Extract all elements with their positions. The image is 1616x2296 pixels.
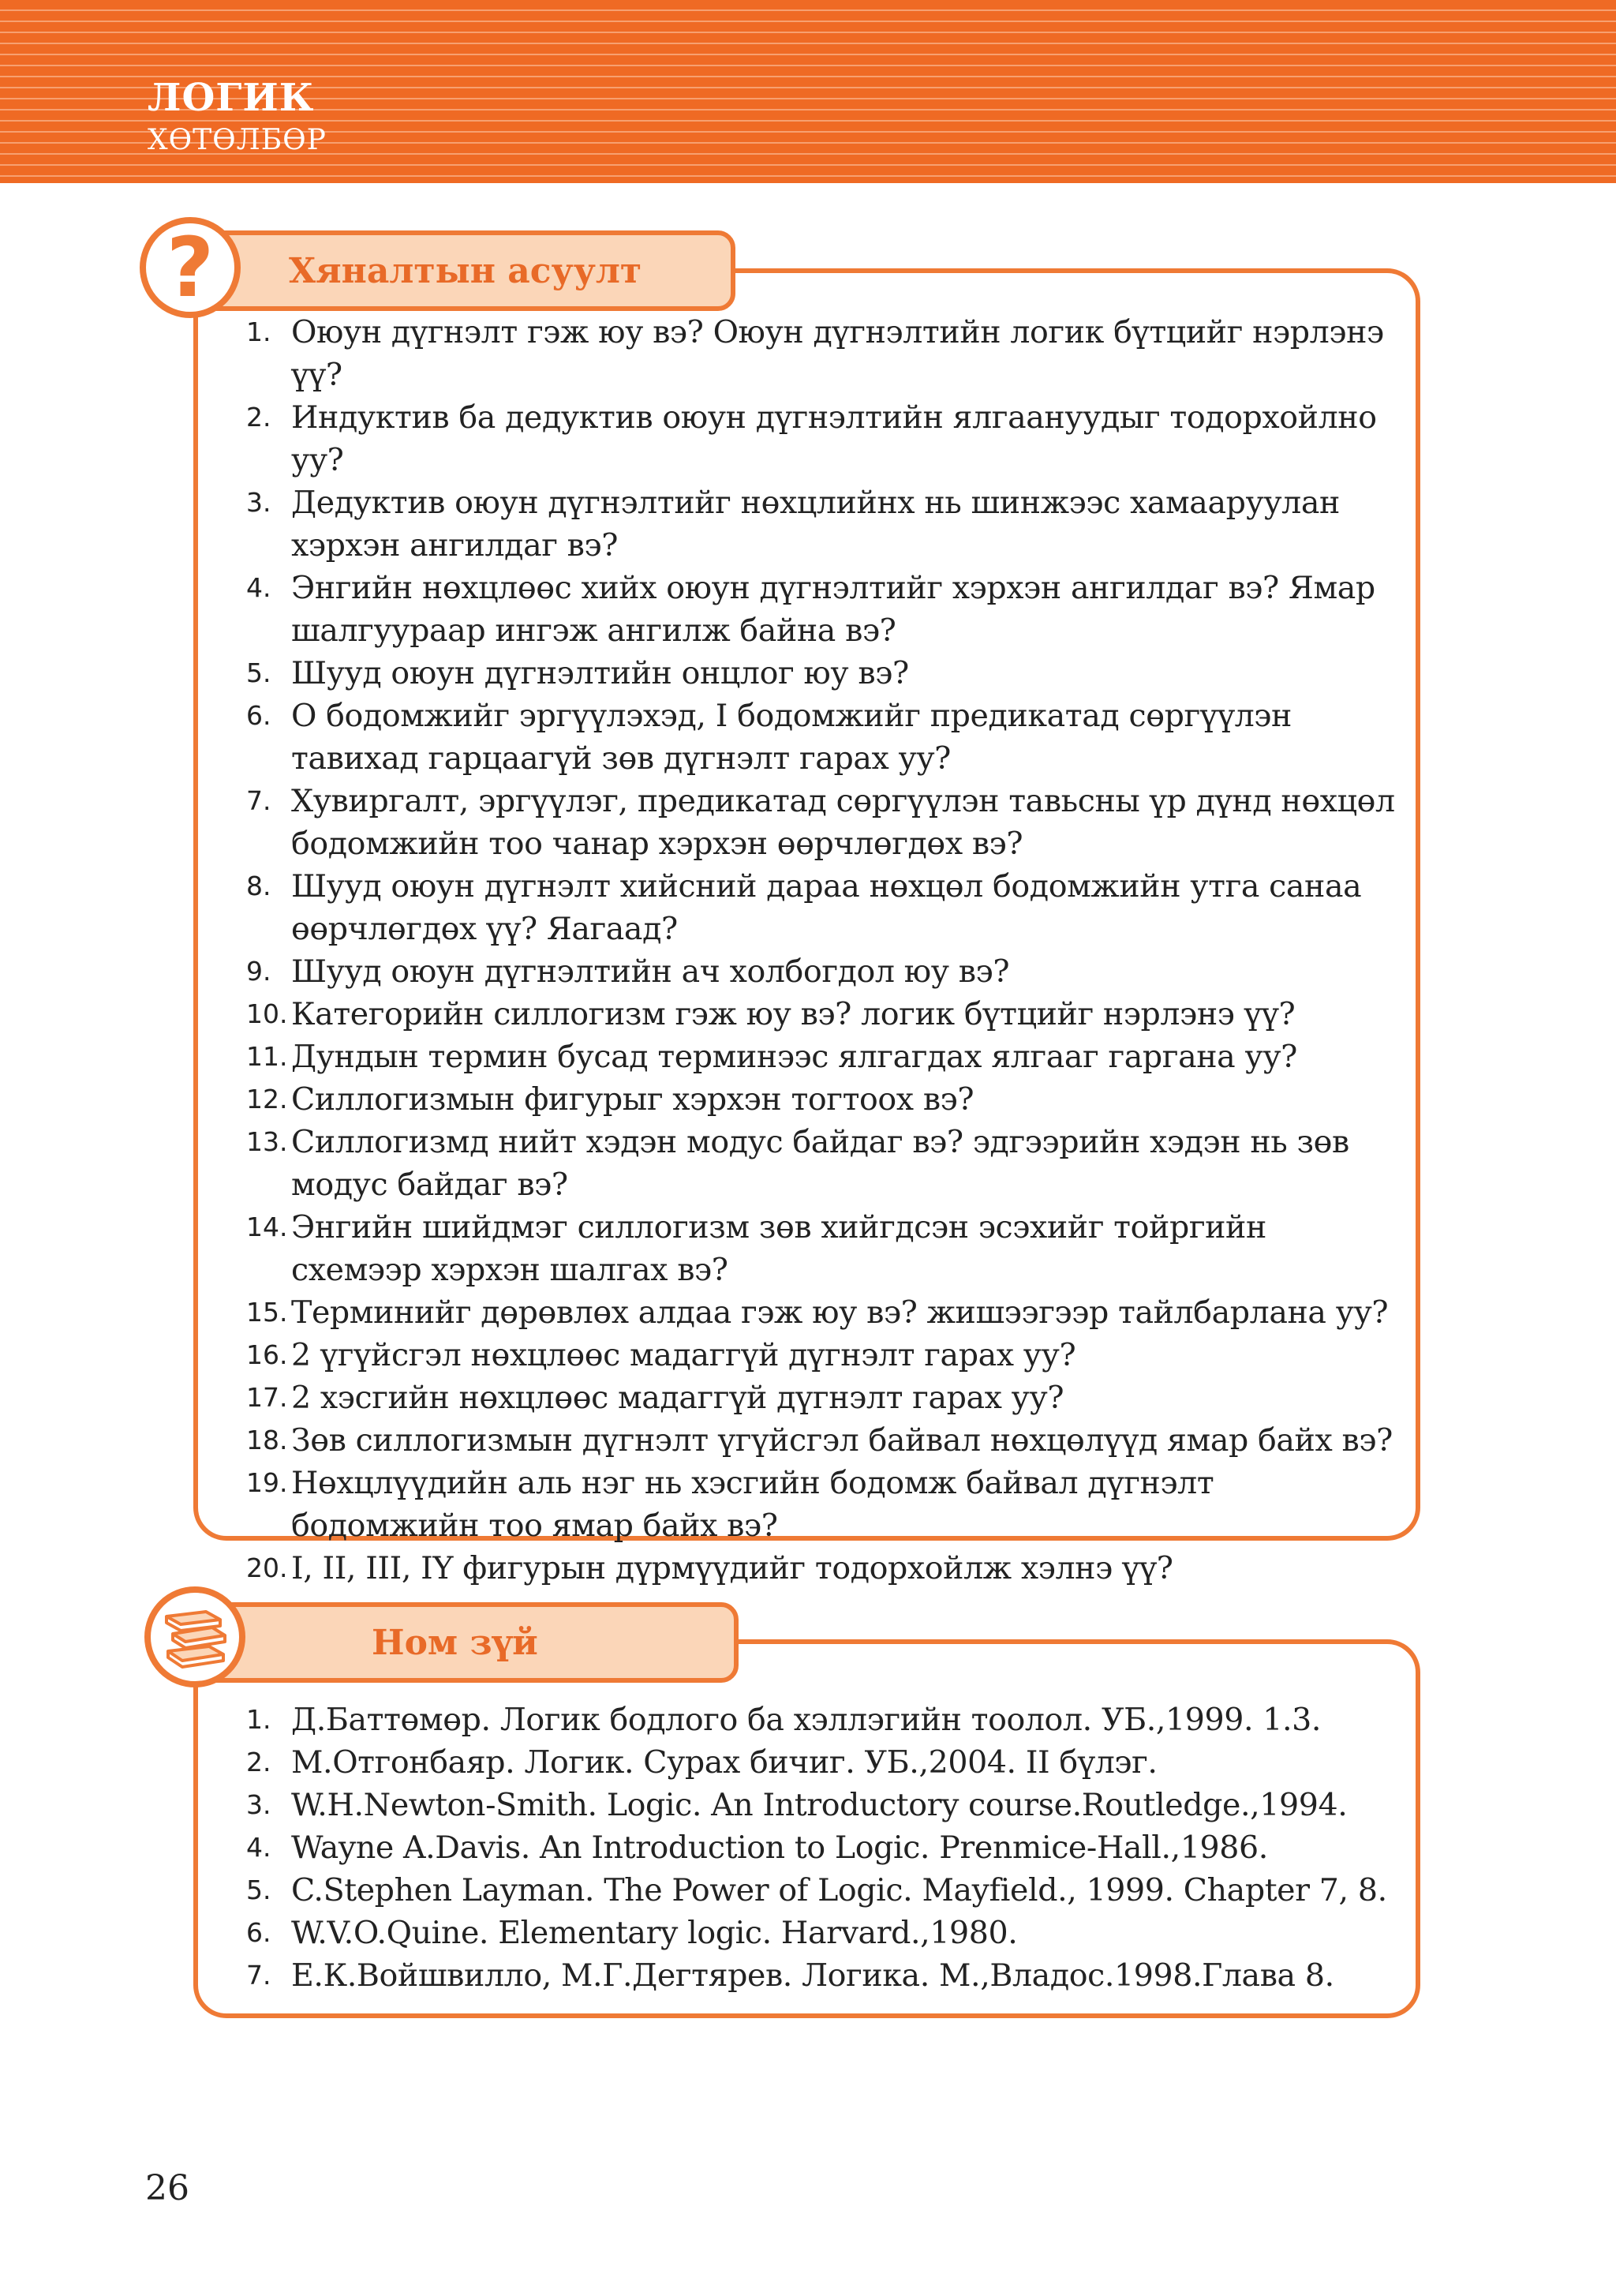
question-item-number: 7.	[246, 785, 271, 816]
bibliography-heading: Ном зүй	[372, 1622, 538, 1663]
page-number: 26	[145, 2168, 189, 2208]
question-item	[246, 1547, 1406, 1590]
bibliography-item-number: 5.	[246, 1875, 271, 1905]
question-item-number: 8.	[246, 871, 271, 901]
question-item-text: Дундын термин бусад терминээс ялгагдах ялгааг гаргана уу?	[291, 1039, 1297, 1075]
question-item	[246, 1334, 1406, 1376]
question-item-number: 16.	[246, 1339, 288, 1370]
bibliography-list	[246, 1699, 1406, 1997]
bibliography-item-text: Д.Баттөмөр. Логик бодлого ба хэллэгийн тоолол. УБ.,1999. 1.3.	[291, 1702, 1322, 1738]
question-item	[246, 1462, 1406, 1547]
question-item-text: Оюун дүгнэлт гэж юу вэ? Оюун дүгнэлтийн логик бүтцийг нэрлэнэ үү?	[291, 314, 1384, 393]
bibliography-item	[246, 1741, 1406, 1784]
bibliography-item-text: М.Отгонбаяр. Логик. Сурах бичиг. УБ.,2004. II бүлэг.	[291, 1744, 1158, 1781]
bibliography-item-text: Е.К.Войшвилло, М.Г.Дегтярев. Логика. М.,Владос.1998.Глава 8.	[291, 1957, 1334, 1994]
question-item	[246, 311, 1406, 396]
books-icon	[144, 1586, 245, 1687]
question-item-text: Индуктив ба дедуктив оюун дүгнэлтийн ялгаануудыг тодорхойлно уу?	[291, 399, 1377, 478]
question-item	[246, 950, 1406, 993]
question-item-text: Силлогизмын фигурыг хэрхэн тогтоох вэ?	[291, 1081, 974, 1118]
bibliography-item	[246, 1869, 1406, 1912]
question-item	[246, 481, 1406, 567]
question-item-text: Шууд оюун дүгнэлт хийсний дараа нөхцөл бодомжийн утга санаа өөрчлөгдөх үү? Яагаад?	[291, 868, 1362, 947]
question-item	[246, 993, 1406, 1036]
question-item	[246, 1206, 1406, 1291]
bibliography-item-number: 1.	[246, 1704, 271, 1735]
question-item	[246, 1078, 1406, 1121]
question-item-number: 10.	[246, 998, 288, 1029]
question-item-number: 11.	[246, 1041, 288, 1072]
question-item-number: 5.	[246, 657, 271, 688]
question-item-text: Дедуктив оюун дүгнэлтийг нөхцлийнх нь шинжээс хамааруулан хэрхэн ангилдаг вэ?	[291, 485, 1340, 564]
header-title: ЛОГИК	[148, 76, 315, 120]
question-item-text: О бодомжийг эргүүлэхэд, I бодомжийг предикатад сөргүүлэн тавихад гарцаагүй зөв дүгнэлт гарах уу?	[291, 698, 1292, 777]
question-mark-icon: ?	[140, 217, 241, 318]
question-item	[246, 1376, 1406, 1419]
question-item-number: 12.	[246, 1084, 288, 1114]
bibliography-item-text: W.H.Newton-Smith. Logic. An Introductory course.Routledge.,1994.	[291, 1787, 1348, 1823]
bibliography-item-text: W.V.O.Quine. Elementary logic. Harvard.,1980.	[291, 1915, 1018, 1951]
header-subtitle: ХӨТӨЛБӨР	[148, 124, 327, 156]
question-item-number: 15.	[246, 1297, 288, 1328]
bibliography-item-number: 2.	[246, 1747, 271, 1777]
bibliography-item-number: 7.	[246, 1960, 271, 1991]
question-item-text: 2 хэсгийн нөхцлөөс мадаггүй дүгнэлт гарах уу?	[291, 1380, 1064, 1416]
bibliography-heading-tab	[213, 1602, 739, 1683]
question-item-number: 17.	[246, 1382, 288, 1413]
bibliography-item	[246, 1784, 1406, 1826]
question-item-text: Терминийг дөрөвлөх алдаа гэж юу вэ? жишээгээр тайлбарлана уу?	[291, 1294, 1389, 1331]
question-item-text: Шууд оюун дүгнэлтийн ач холбогдол юу вэ?	[291, 953, 1010, 990]
question-item-number: 14.	[246, 1212, 288, 1242]
question-item-number: 3.	[246, 487, 271, 518]
question-item-text: Категорийн силлогизм гэж юу вэ? логик бүтцийг нэрлэнэ үү?	[291, 996, 1296, 1032]
question-item-number: 20.	[246, 1553, 288, 1583]
question-item-number: 4.	[246, 572, 271, 603]
question-item-text: I, II, III, IY фигурын дүрмүүдийг тодорхойлж хэлнэ үү?	[291, 1550, 1173, 1586]
question-item-number: 9.	[246, 956, 271, 987]
question-item-number: 1.	[246, 316, 271, 347]
question-item-text: Энгийн шийдмэг силлогизм зөв хийгдсэн эсэхийг тойргийн схемээр хэрхэн шалгах вэ?	[291, 1209, 1266, 1288]
question-item	[246, 780, 1406, 865]
questions-heading-tab	[213, 230, 735, 311]
question-item-text: 2 үгүйсгэл нөхцлөөс мадаггүй дүгнэлт гарах уу?	[291, 1337, 1076, 1373]
page-header	[0, 0, 1616, 183]
question-item-number: 18.	[246, 1425, 288, 1455]
question-item	[246, 695, 1406, 780]
question-item-number: 2.	[246, 402, 271, 433]
question-item-text: Нөхцлүүдийн аль нэг нь хэсгийн бодомж байвал дүгнэлт бодомжийн тоо ямар байх вэ?	[291, 1465, 1214, 1544]
bibliography-item	[246, 1912, 1406, 1954]
question-item	[246, 1036, 1406, 1078]
question-item-number: 13.	[246, 1126, 288, 1157]
question-item	[246, 1419, 1406, 1462]
question-item-text: Зөв силлогизмын дүгнэлт үгүйсгэл байвал нөхцөлүүд ямар байх вэ?	[291, 1422, 1393, 1459]
bibliography-item-text: C.Stephen Layman. The Power of Logic. Mayfield., 1999. Chapter 7, 8.	[291, 1872, 1387, 1908]
bibliography-item	[246, 1954, 1406, 1997]
question-item	[246, 396, 1406, 481]
bibliography-item-text: Wayne A.Davis. An Introduction to Logic. Prenmice-Hall.,1986.	[291, 1830, 1268, 1866]
question-item	[246, 1291, 1406, 1334]
question-item	[246, 1121, 1406, 1206]
questions-list	[246, 311, 1406, 1590]
question-item	[246, 865, 1406, 950]
question-item-text: Силлогизмд нийт хэдэн модус байдаг вэ? эдгээрийн хэдэн нь зөв модус байдаг вэ?	[291, 1124, 1349, 1203]
bibliography-item-number: 6.	[246, 1917, 271, 1948]
bibliography-item-number: 3.	[246, 1789, 271, 1820]
question-item-number: 6.	[246, 700, 271, 731]
question-item-text: Хувиргалт, эргүүлэг, предикатад сөргүүлэн тавьсны үр дүнд нөхцөл бодомжийн тоо чанар хэрхэн өөрчлөгдөх вэ?	[291, 783, 1395, 862]
bibliography-item	[246, 1699, 1406, 1741]
questions-heading: Хяналтын асуулт	[289, 250, 642, 291]
question-item-number: 19.	[246, 1467, 288, 1498]
bibliography-item-number: 4.	[246, 1832, 271, 1863]
question-item	[246, 652, 1406, 695]
bibliography-item	[246, 1826, 1406, 1869]
question-item-text: Шууд оюун дүгнэлтийн онцлог юу вэ?	[291, 655, 909, 691]
question-item-text: Энгийн нөхцлөөс хийх оюун дүгнэлтийг хэрхэн ангилдаг вэ? Ямар шалгуураар ингэж ангилж байна вэ?	[291, 570, 1375, 649]
question-item	[246, 567, 1406, 652]
